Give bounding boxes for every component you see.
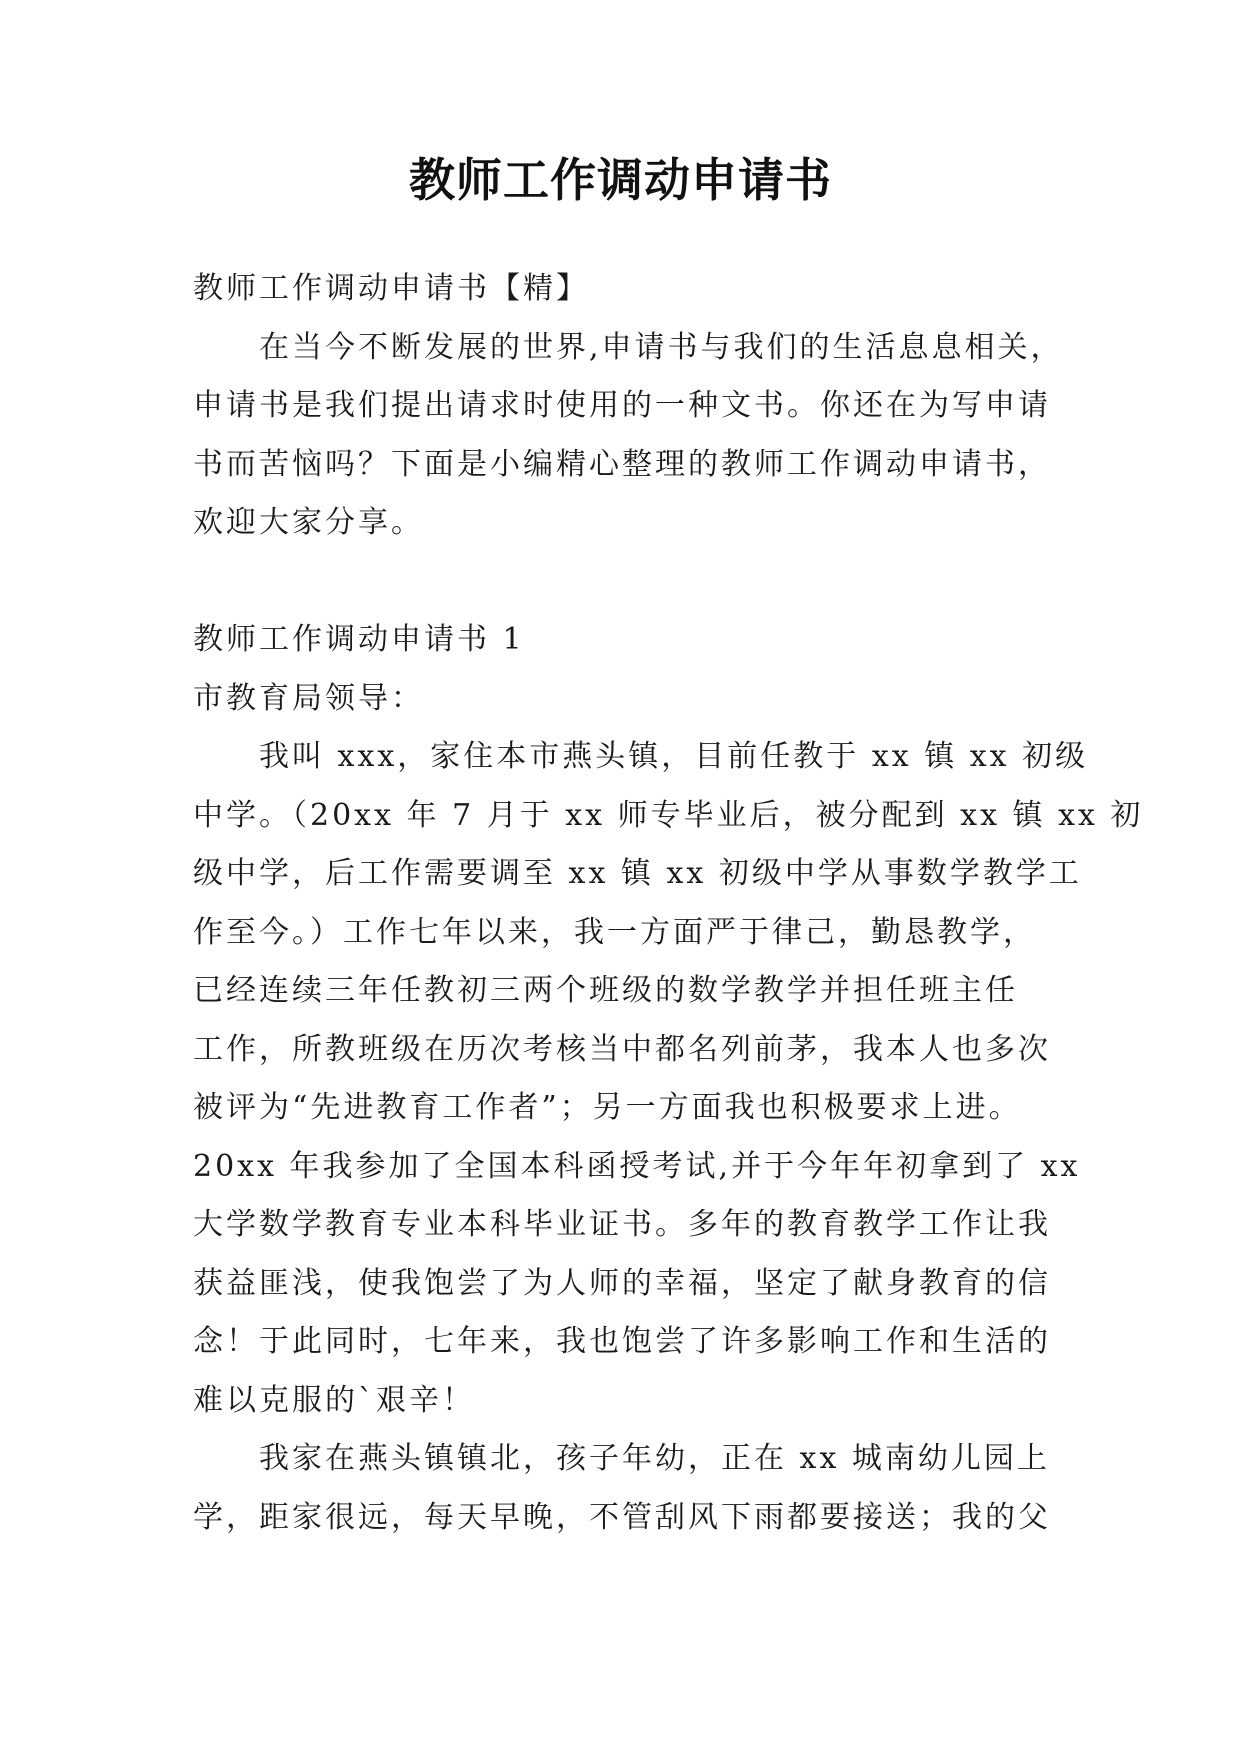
salutation: 市教育局领导： <box>193 680 424 716</box>
document-body <box>193 260 1144 1547</box>
text-line: 念！于此同时，七年来，我也饱尝了许多影响工作和生活的 <box>193 1324 1051 1359</box>
text-line: 中学。（20xx 年 7 月于 xx 师专毕业后，被分配到 xx 镇 xx 初 <box>193 797 1144 833</box>
text-line: 20xx 年我参加了全国本科函授考试,并于今年年初拿到了 xx <box>193 1148 1081 1184</box>
text-line: 级中学，后工作需要调至 xx 镇 xx 初级中学从事数学教学工 <box>193 856 1082 891</box>
paragraph-gap <box>193 553 1051 612</box>
text-line: 欢迎大家分享。 <box>193 505 424 540</box>
text-line: 在当今不断发展的世界,申请书与我们的生活息息相关， <box>259 329 1064 365</box>
text-line: 我家在燕头镇镇北，孩子年幼，正在 xx 城南幼儿园上 <box>259 1441 1050 1476</box>
text-line: 学，距家很远，每天早晚，不管刮风下雨都要接送；我的父 <box>193 1499 1051 1535</box>
text-line: 工作，所教班级在历次考核当中都名列前茅，我本人也多次 <box>193 1031 1051 1067</box>
body-paragraph-2 <box>193 1430 1051 1547</box>
document-subtitle: 教师工作调动申请书【精】 <box>193 271 589 306</box>
text-line: 申请书是我们提出请求时使用的一种文书。你还在为写申请 <box>193 388 1051 423</box>
text-line: 被评为“先进教育工作者”；另一方面我也积极要求上进。 <box>193 1090 1022 1125</box>
body-paragraph-1 <box>193 728 1144 1430</box>
text-line: 获益匪浅，使我饱尝了为人师的幸福，坚定了献身教育的信 <box>193 1265 1051 1301</box>
text-line: 大学数学教育专业本科毕业证书。多年的教育教学工作让我 <box>193 1207 1051 1242</box>
document-title: 教师工作调动申请书 <box>409 153 832 207</box>
intro-paragraph <box>193 319 1064 553</box>
section-title: 教师工作调动申请书 1 <box>193 622 525 657</box>
text-line: 已经连续三年任教初三两个班级的数学教学并担任班主任 <box>193 973 1018 1008</box>
text-line: 我叫 xxx，家住本市燕头镇，目前任教于 xx 镇 xx 初级 <box>259 739 1089 774</box>
text-line: 书而苦恼吗？下面是小编精心整理的教师工作调动申请书， <box>193 446 1051 482</box>
text-line: 作至今。）工作七年以来，我一方面严于律己，勤恳教学， <box>193 914 1036 950</box>
text-line: 难以克服的`艰辛！ <box>193 1382 475 1418</box>
